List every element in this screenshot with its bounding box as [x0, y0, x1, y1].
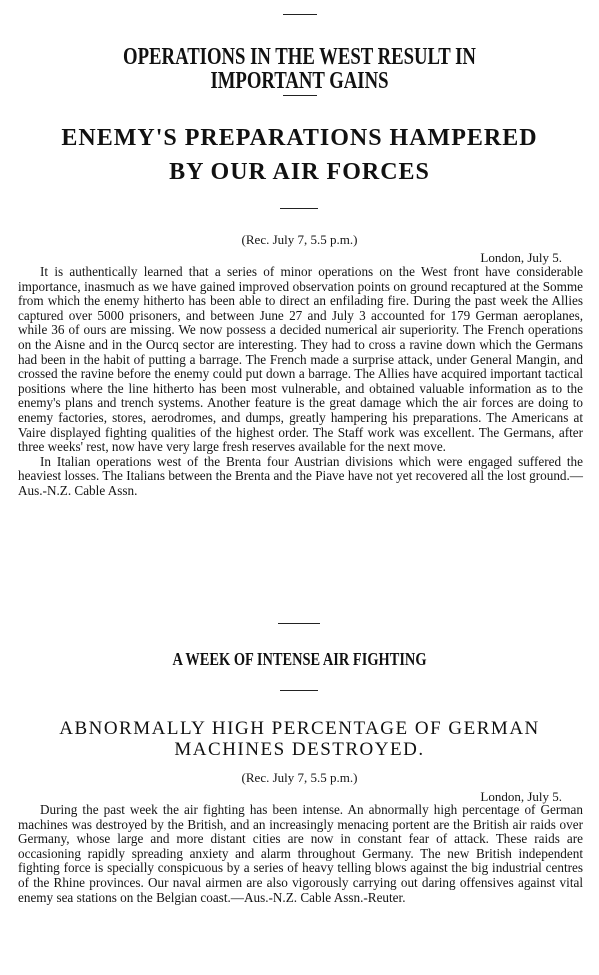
article1-received: (Rec. July 7, 5.5 p.m.): [241, 232, 358, 247]
article1-headline: OPERATIONS IN THE WEST RESULT IN IMPORTANT GAINS: [123, 44, 476, 94]
article2-headline: A WEEK OF INTENSE AIR FIGHTING: [172, 649, 427, 669]
section-divider: [278, 623, 320, 624]
article1-subheadline: ENEMY'S PREPARATIONS HAMPERED BY OUR AIR FORCES: [61, 125, 538, 185]
article2-body: [18, 803, 583, 905]
article1-dateline: London, July 5.: [480, 250, 562, 265]
article2-received: (Rec. July 7, 5.5 p.m.): [241, 770, 358, 785]
article1-sub-divider: [280, 208, 318, 209]
article2-dateline: London, July 5.: [480, 789, 562, 804]
article2-subheadline: ABNORMALLY HIGH PERCENTAGE OF GERMAN MACHINES DESTROYED.: [59, 718, 540, 760]
top-rule: [283, 14, 317, 15]
article1-paragraph-2: In Italian operations west of the Brenta four Austrian divisions which were engaged suffered the heaviest losses. The Italians between the Brenta and the Piave have not yet recovered all the lost ground.—Aus.-N.Z. Cable Assn.: [18, 453, 583, 498]
article2-paragraph-1: During the past week the air fighting has been intense. An abnormally high percentage of German machines was destroyed by the British, and an increasingly menacing portent are the British air raids over Germany, whose large and more distant cities are now in constant fear of attack. These raids are occasioning rapidly spreading anxiety and alarm throughout Germany. The new British independent fighting force is specially conspicuous by a series of heavy telling blows against the big industrial centres of the Rhine provinces. Our naval airmen are also vigorously carrying out daring offensives against vital enemy sea stations on the Belgian coast.—Aus.-N.Z. Cable Assn.-Reuter.: [18, 802, 583, 905]
article2-divider: [280, 690, 318, 691]
article1-divider: [283, 95, 317, 96]
article1-body: [18, 265, 583, 499]
article1-paragraph-1: It is authentically learned that a series of minor operations on the West front have considerable importance, inasmuch as we have gained improved observation points on ground recaptured at the Somme from which the enemy hitherto has been able to direct an enfilading fire. During the past week the Allies captured over 5000 prisoners, and between June 27 and July 3 accounted for 179 German aeroplanes, while 36 of ours are missing. We now possess a decided numerical air superiority. The French operations on the Aisne and in the Ourcq sector are interesting. They had to cross a ravine down which the Germans had been in the habit of putting a barrage. The French made a surprise attack, under General Mangin, and crossed the ravine before the enemy could put down a barrage. The Allies have acquired important tactical positions where the line hitherto has been most vulnerable, and obtained valuable information as to the enemy's plans and trench systems. Another feature is the great damage which the air forces are doing to enemy factories, stores, aerodromes, and dumps, greatly hampering his preparations. The Americans at Vaire displayed fighting qualities of the highest order. The Staff work was excellent. The Germans, after three weeks' rest, now have very large fresh reserves available for the next move.: [18, 264, 583, 455]
